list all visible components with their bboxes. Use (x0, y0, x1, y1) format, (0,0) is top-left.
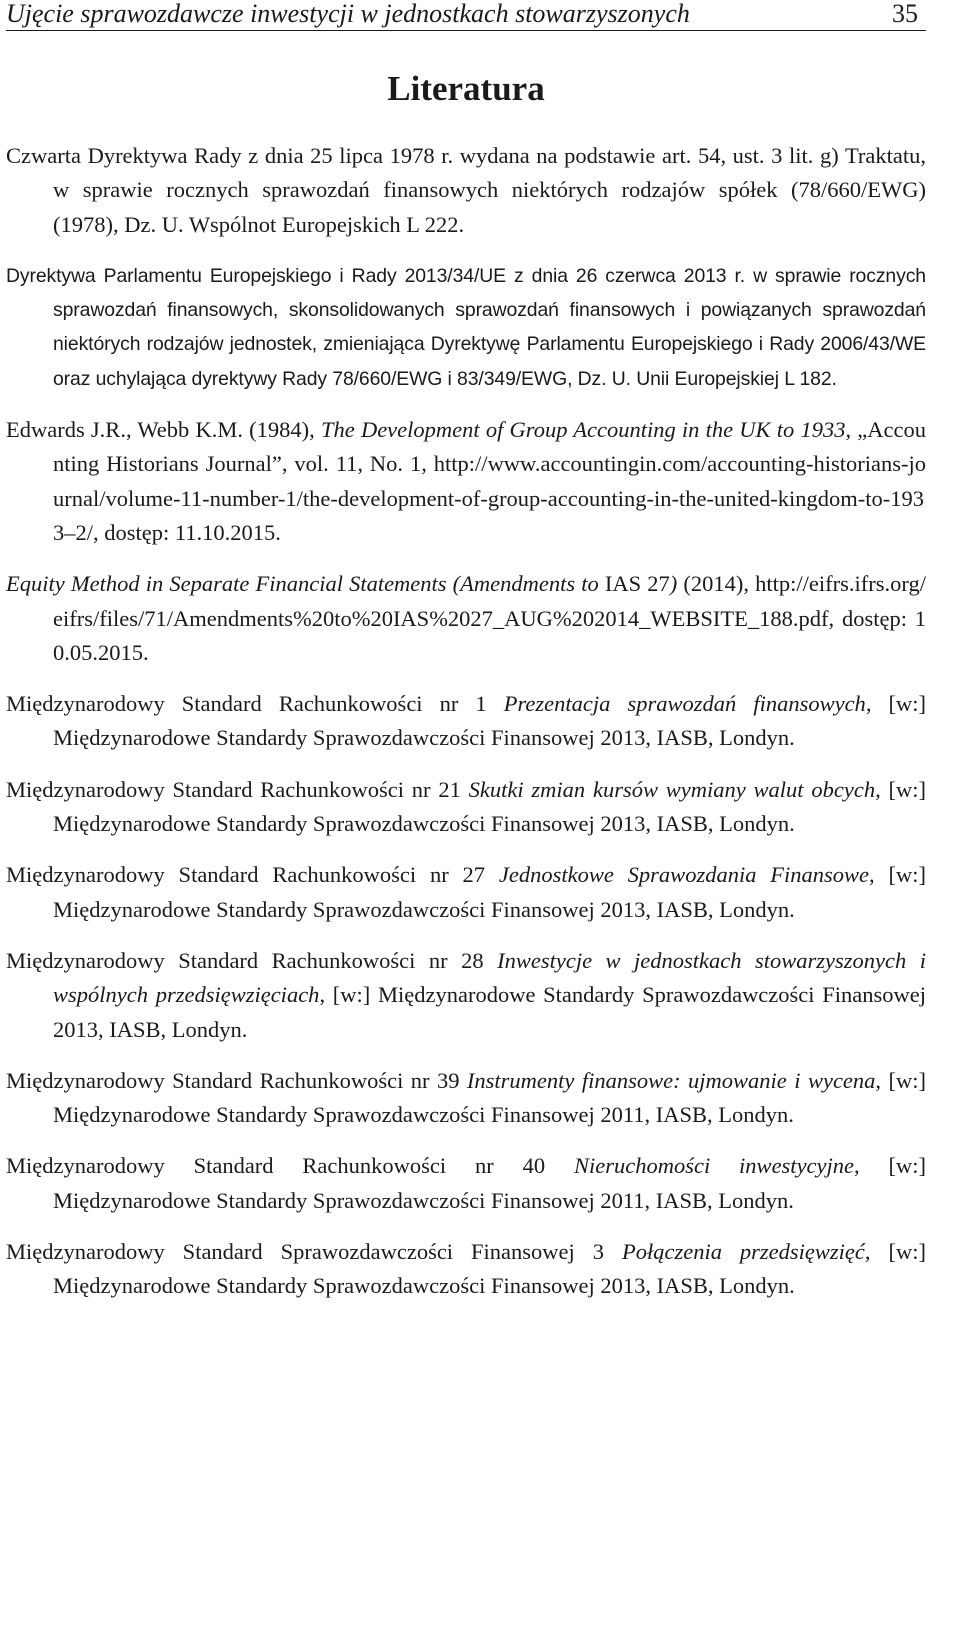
entry-standard: Międzynarodowy Standard Rachunkowości nr 1 (6, 691, 504, 717)
entry-authors: Edwards J.R., Webb K.M. (1984), (6, 417, 321, 443)
bibliography-entry (6, 858, 926, 927)
bibliography-entry (6, 1235, 926, 1304)
entry-details: , „Accounting Historians Journal”, vol. 11, No. 1, http://www.accountingin.com/accounting-historians-journal/volume-11-number-1/the-development-of-group-accounting-in-the-united-kingdom-to-1933–2/, dostęp: 11.10.2015. (53, 417, 927, 545)
entry-title: Nieruchomości inwestycyjne (573, 1153, 855, 1179)
entry-details: , [w:] Międzynarodowe Standardy Sprawozdawczości Finansowej 2011, IASB, Londyn. (53, 1153, 926, 1213)
running-header (6, 0, 926, 31)
entry-details: , [w:] Międzynarodowe Standardy Sprawozdawczości Finansowej 2013, IASB, Londyn. (53, 982, 926, 1042)
entry-text: Czwarta Dyrektywa Rady z dnia 25 lipca 1978 r. wydana na podstawie art. 54, ust. 3 lit. g) Traktatu, w sprawie rocznych sprawozdań finansowych niektórych rodzajów spółek (78/660/EWG) (1978), Dz. U. Wspólnot Europejskich L 222. (6, 143, 926, 237)
entry-standard: Międzynarodowy Standard Rachunkowości nr 27 (6, 862, 499, 888)
page-number: 35 (892, 0, 918, 28)
entry-title: Inwestycje w jednostkach stowarzyszonych i wspólnych przedsięwzięciach (53, 947, 926, 1008)
entry-standard: Międzynarodowy Standard Rachunkowości nr 39 (6, 1067, 467, 1093)
entry-details: , [w:] Międzynarodowe Standardy Sprawozdawczości Finansowej 2013, IASB, Londyn. (53, 691, 926, 751)
entry-title: Skutki zmian kursów wymiany walut obcych (468, 776, 876, 802)
bibliography-entry (6, 413, 926, 550)
bibliography-entry (6, 1064, 926, 1133)
entry-standard: Międzynarodowy Standard Rachunkowości nr 28 (6, 947, 498, 973)
entry-title: The Development of Group Accounting in the UK to 1933 (321, 417, 846, 443)
entry-standard: Międzynarodowy Standard Rachunkowości nr 40 (6, 1153, 574, 1179)
entry-details: , [w:] Międzynarodowe Standardy Sprawozdawczości Finansowej 2013, IASB, Londyn. (53, 776, 926, 837)
entry-standard: Międzynarodowy Standard Sprawozdawczości Finansowej 3 (6, 1239, 622, 1265)
section-title: Literatura (387, 69, 545, 108)
entry-title: Połączenia przedsięwzięć (621, 1239, 865, 1265)
entry-details: (2014), http://eifrs.ifrs.org/eifrs/files/71/Amendments%20to%20IAS%2027_AUG%202014_WEBSITE_188.pdf, dostęp: 10.05.2015. (53, 571, 926, 665)
entry-details: , [w:] Międzynarodowe Standardy Sprawozdawczości Finansowej 2013, IASB, Londyn. (53, 862, 926, 922)
entry-title: Jednostkowe Sprawozdania Finansowe (498, 862, 870, 888)
entry-title-close: ) (669, 571, 678, 597)
entry-title: Instrumenty finansowe: ujmowanie i wycena (466, 1067, 876, 1093)
entry-title: Prezentacja sprawozdań finansowych (503, 691, 866, 717)
bibliography-entry (6, 567, 926, 670)
entry-details: , [w:] Międzynarodowe Standardy Sprawozdawczości Finansowej 2013, IASB, Londyn. (53, 1239, 926, 1299)
entry-text: Dyrektywa Parlamentu Europejskiego i Rady 2013/34/UE z dnia 26 czerwca 2013 r. w sprawie rocznych sprawozdań finansowych, skonsolidowanych sprawozdań finansowych i powiązanych sprawozdań niektórych rodzajów jednostek, zmieniająca Dyrektywę Parlamentu Europejskiego i Rady 2006/43/WE oraz uchylająca dyrektywy Rady 78/660/EWG i 83/349/EWG, Dz. U. Unii Europejskiej L 182. (6, 264, 926, 390)
bibliography-entry (6, 773, 926, 842)
bibliography-list (6, 139, 926, 1304)
bibliography-entry (6, 687, 926, 756)
bibliography-entry (6, 1149, 926, 1218)
bibliography-entry (6, 944, 926, 1047)
entry-standard: Międzynarodowy Standard Rachunkowości nr 21 (6, 776, 469, 802)
entry-title-plain: IAS 27 (604, 571, 670, 597)
entry-details: , [w:] Międzynarodowe Standardy Sprawozdawczości Finansowej 2011, IASB, Londyn. (53, 1067, 926, 1128)
bibliography-entry (6, 139, 926, 242)
entry-title: Equity Method in Separate Financial Statements (Amendments to (6, 571, 605, 597)
bibliography-entry (6, 259, 926, 396)
running-title: Ujęcie sprawozdawcze inwestycji w jednostkach stowarzyszonych (6, 0, 690, 28)
